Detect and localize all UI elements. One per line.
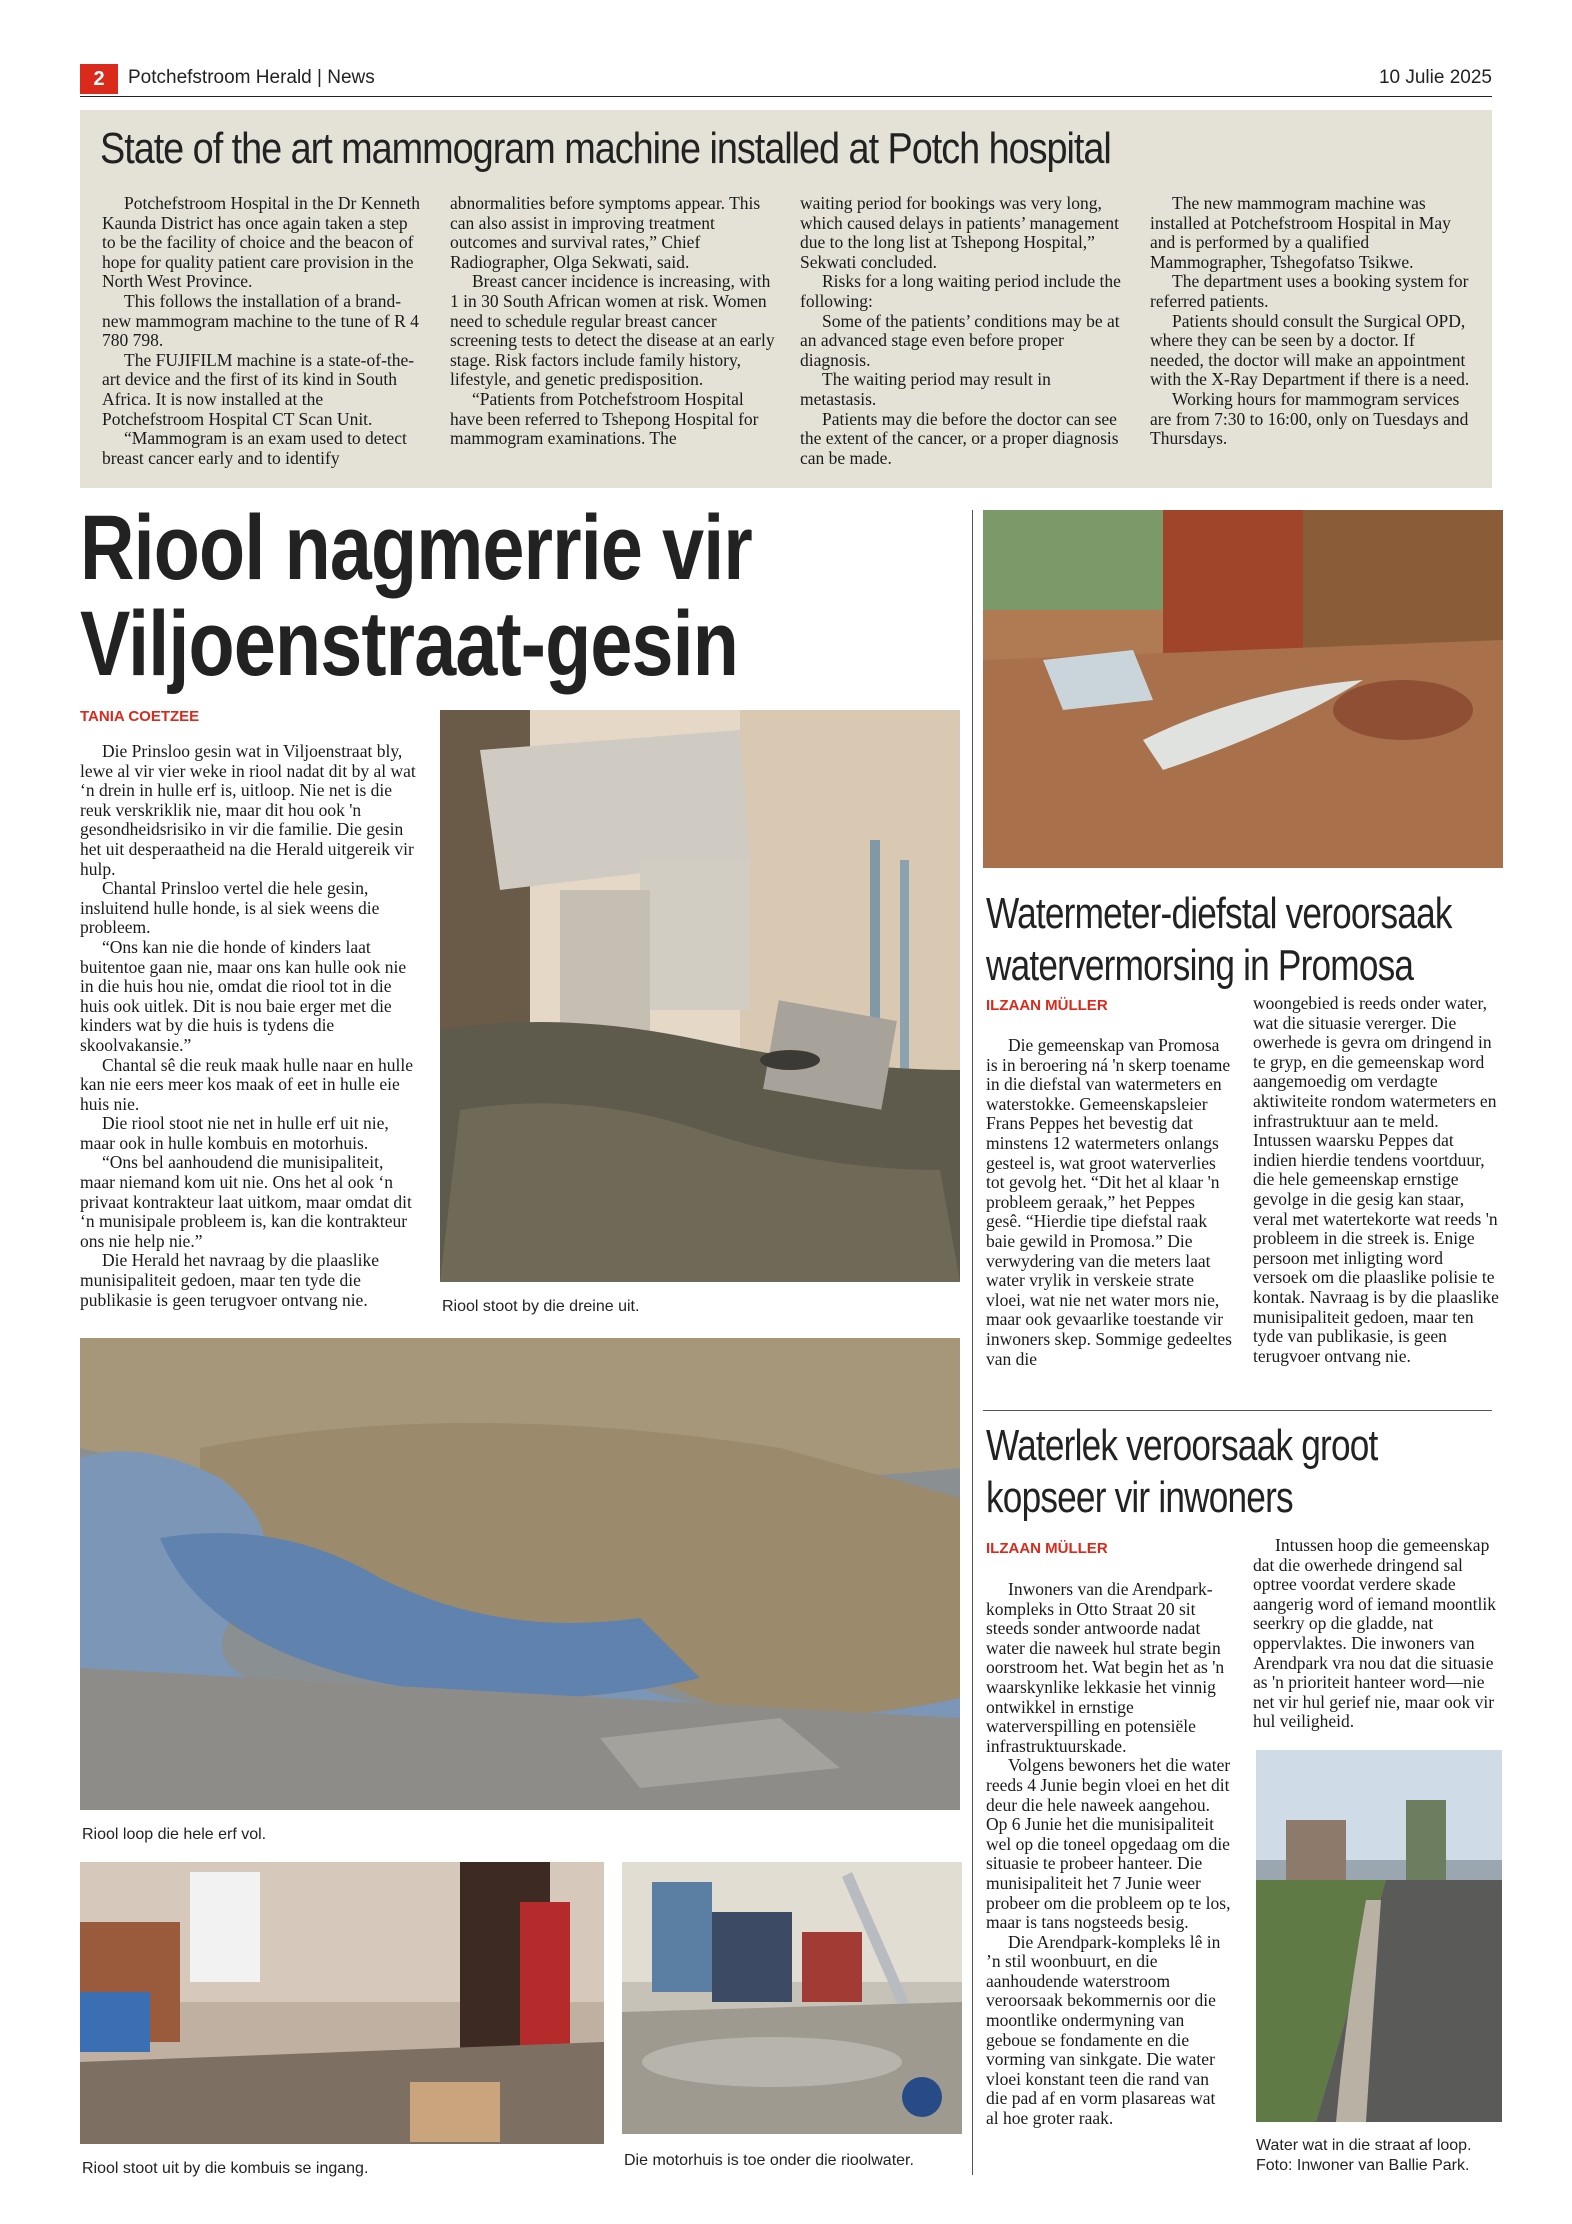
waterlek-headline-line-2: kopseer vir inwoners: [986, 1473, 1293, 1522]
waterlek-col-2: [1253, 1536, 1499, 1732]
caption-kitchen: Riool stoot uit by die kombuis se ingang.: [82, 2160, 369, 2177]
watermeter-col-2: [1253, 994, 1499, 1366]
photo-kitchen-entrance: [80, 1862, 604, 2144]
paragraph: Risks for a long waiting period include the following:: [800, 271, 1121, 311]
paragraph: Die gemeenskap van Promosa is in beroering ná 'n skerp toename in die diefstal van watermeters en waterstokke. Gemeenskapsleier Frans Peppes het bevestig dat minstens 12 watermeters onlangs gesteel is, wat groot waterverlies tot gevolg het. “Dit het al klaar 'n probleem geraak,” het Peppes gesê. “Hierdie tipe diefstal raak baie gewild in Promosa.” Die verwydering van die meters laat water vrylik in verskeie strate vloei, wat nie net water mors nie, maar ook gevaarlike toestande vir inwoners skep. Sommige gedeeltes van die: [986, 1035, 1232, 1369]
paragraph: The waiting period may result in metastasis.: [800, 369, 1051, 409]
paragraph: Breast cancer incidence is increasing, with 1 in 30 South African women at risk. Women need to schedule regular breast cancer screening tests to detect the disease at an early stage. Risk factors include family history, lifestyle, and genetic predisposition.: [450, 271, 775, 390]
photo-water-meter-leak: [983, 510, 1503, 868]
photo-flooded-yard: [80, 1338, 960, 1810]
photo-sewage-drain: [440, 710, 960, 1282]
paragraph: “Mammogram is an exam used to detect breast cancer early and to identify: [102, 428, 407, 468]
paragraph: woongebied is reeds onder water, wat die situasie vererger. Die owerhede is gevra om dringend in te gryp, en die gemeenskap word aangemoedig om verdagte aktiwiteite rondom watermeters en infrastruktuur aan te meld. Intussen waarsku Peppes dat indien hierdie tendens voortduur, die hele gemeenskap ernstige gevolge in die gesig kan staar, veral met watertekorte wat reeds 'n probleem in die streek is. Enige persoon met inligting word versoek om die plaaslike polisie te kontak. Navraag is by die plaaslike munisipaliteit gedoen, maar ten tyde van publikasie, is geen terugvoer ontvang nie.: [1253, 993, 1499, 1366]
paragraph: Die Arendpark-kompleks lê in ’n stil woonbuurt, en die aanhoudende waterstroom veroorsaak bekommernis oor die moontlike ondermyning van geboue se fondamente en die vorming van sinkgate. Die water vloei konstant teen die rand van die pad af en vorm plasareas wat al hoe groter raak.: [986, 1931, 1221, 2129]
paragraph: This follows the installation of a brand-new mammogram machine to the tune of R 4 780 798.: [102, 290, 419, 351]
photo-street-water: [1256, 1750, 1502, 2122]
paragraph: Die Herald het navraag by die plaaslike munisipaliteit gedoen, maar ten tyde die publikasie is geen terugvoer ontvang nie.: [80, 1250, 379, 1310]
mammogram-col-2: [450, 194, 780, 449]
publication-name: Potchefstroom Herald | News: [128, 67, 375, 88]
paragraph: abnormalities before symptoms appear. This can also assist in improving treatment outcomes and survival rates,” Chief Radiographer, Olga Sekwati, said.: [450, 193, 761, 272]
photo-flooded-garage: [622, 1862, 962, 2134]
watermeter-byline: ILZAAN MÜLLER: [986, 997, 1108, 1014]
paragraph: Patients should consult the Surgical OPD, where they can be seen by a doctor. If needed, the doctor will make an appointment with the X-Ray Department if there is a need.: [1150, 310, 1470, 390]
riool-headline-line-2: Viljoenstraat-gesin: [80, 593, 739, 695]
riool-body: [80, 742, 416, 1310]
paragraph: Die Prinsloo gesin wat in Viljoenstraat bly, lewe al vir vier weke in riool nadat dit by al wat ‘n drein in hulle erf is, uitloop. Nie net is die reuk verskriklik nie, maar dit hou ook 'n gesondheidsrisiko in vir die familie. Die gesin het uit desperaatheid na die Herald uitgereik vir hulp.: [80, 741, 416, 879]
article-divider: [983, 1410, 1492, 1411]
mammogram-col-3: [800, 194, 1122, 468]
caption-yard: Riool loop die hele erf vol.: [82, 1826, 267, 1843]
paragraph: Die riool stoot nie net in hulle erf uit nie, maar ook in hulle kombuis en motorhuis.: [80, 1113, 389, 1153]
waterlek-headline: [986, 1420, 1377, 1524]
paragraph: The FUJIFILM machine is a state-of-the-art device and the first of its kind in South Africa. It is now installed at the Potchefstroom Hospital CT Scan Unit.: [102, 349, 415, 429]
paragraph: Volgens bewoners het die water reeds 4 Junie begin vloei en het dit deur die hele naweek aangehou. Op 6 Junie het die munisipaliteit wel op die toneel opgedaag om die situasie te probeer hanteer. Die munisipaliteit het 7 Junie weer probeer om die probleem op te los, maar is tans nogsteeds besig.: [986, 1755, 1231, 1933]
paragraph: “Ons kan nie die honde of kinders laat buitentoe gaan nie, maar ons kan hulle ook nie in die huis hou nie, omdat die riool tot in die huis ook uitlek. Dit is nou baie erger met die kinders wat by die huis is tydens die skoolvakansie.”: [80, 936, 407, 1055]
paragraph: Intussen hoop die gemeenskap dat die owerhede dringend sal optree voordat verdere skade aangerig word of iemand moontlik seerkry op die gladde, nat oppervlaktes. Die inwoners van Arendpark vra nou dat die situasie as 'n prioriteit hanteer word—nie net vir hul gerief nie, maar ook vir hul veiligheid.: [1253, 1535, 1496, 1732]
page-number: 2: [80, 64, 118, 94]
riool-headline: [80, 497, 752, 695]
photo-credit: Foto: Inwoner van Ballie Park.: [1256, 2157, 1470, 2174]
caption-drain: Riool stoot by die dreine uit.: [442, 1298, 640, 1315]
paragraph: The department uses a booking system for referred patients.: [1150, 271, 1469, 311]
watermeter-headline: [986, 888, 1452, 992]
riool-byline: TANIA COETZEE: [80, 708, 200, 725]
paragraph: “Ons bel aanhoudend die munisipaliteit, maar niemand kom uit nie. Ons het al ook ‘n privaat kontrakteur laat uitkom, maar omdat dit ‘n munisipale probleem is, kan die kontrakteur ons nie help nie.”: [80, 1152, 412, 1251]
watermeter-headline-line-2: watervermorsing in Promosa: [986, 941, 1414, 990]
caption-line: Water wat in die straat af loop.: [1256, 2137, 1472, 2154]
header-rule: [80, 96, 1492, 97]
watermeter-headline-line-1: Watermeter-diefstal veroorsaak: [986, 889, 1452, 938]
paragraph: Potchefstroom Hospital in the Dr Kenneth Kaunda District has once again taken a step to be the facility of choice and the beacon of hope for quality patient care provision in the North West Province.: [102, 193, 420, 292]
paragraph: Chantal sê die reuk maak hulle naar en hulle kan nie eers meer kos maak of eet in hulle eie huis nie.: [80, 1054, 413, 1114]
caption-garage: Die motorhuis is toe onder die rioolwater.: [624, 2152, 914, 2169]
paragraph: Patients may die before the doctor can see the extent of the cancer, or a proper diagnosis can be made.: [800, 408, 1119, 468]
mammogram-headline: State of the art mammogram machine installed at Potch hospital: [100, 124, 1111, 173]
riool-headline-line-1: Riool nagmerrie vir: [80, 497, 752, 599]
paragraph: Working hours for mammogram services are from 7:30 to 16:00, only on Tuesdays and Thursdays.: [1150, 388, 1469, 449]
watermeter-col-1: [986, 1036, 1232, 1369]
column-divider: [972, 510, 973, 2175]
waterlek-col-1: [986, 1580, 1232, 2129]
paragraph: waiting period for bookings was very long, which caused delays in patients’ management due to the long list at Tshepong Hospital,” Sekwati concluded.: [800, 193, 1119, 272]
issue-date: 10 Julie 2025: [1378, 67, 1492, 88]
waterlek-caption: [1256, 2136, 1472, 2176]
paragraph: The new mammogram machine was installed at Potchefstroom Hospital in May and is performed by a qualified Mammographer, Tshegofatso Tsikwe.: [1150, 193, 1451, 272]
waterlek-byline: ILZAAN MÜLLER: [986, 1540, 1108, 1557]
paragraph: Chantal Prinsloo vertel die hele gesin, insluitend hulle honde, is al siek weens die probleem.: [80, 878, 380, 938]
paragraph: Some of the patients’ conditions may be at an advanced stage even before proper diagnosis.: [800, 310, 1120, 370]
paragraph: “Patients from Potchefstroom Hospital have been referred to Tshepong Hospital for mammogram examinations. The: [450, 388, 759, 449]
waterlek-headline-line-1: Waterlek veroorsaak groot: [986, 1421, 1378, 1470]
mammogram-col-1: [102, 194, 420, 468]
mammogram-col-4: [1150, 194, 1470, 449]
paragraph: Inwoners van die Arendpark-kompleks in Otto Straat 20 sit steeds sonder antwoorde nadat water die naweek hul strate begin oorstroom het. Wat begin het as 'n waarskynlike lekkasie het vinnig ontwikkel in ernstige waterverspilling en potensiële infrastruktuurskade.: [986, 1579, 1225, 1756]
